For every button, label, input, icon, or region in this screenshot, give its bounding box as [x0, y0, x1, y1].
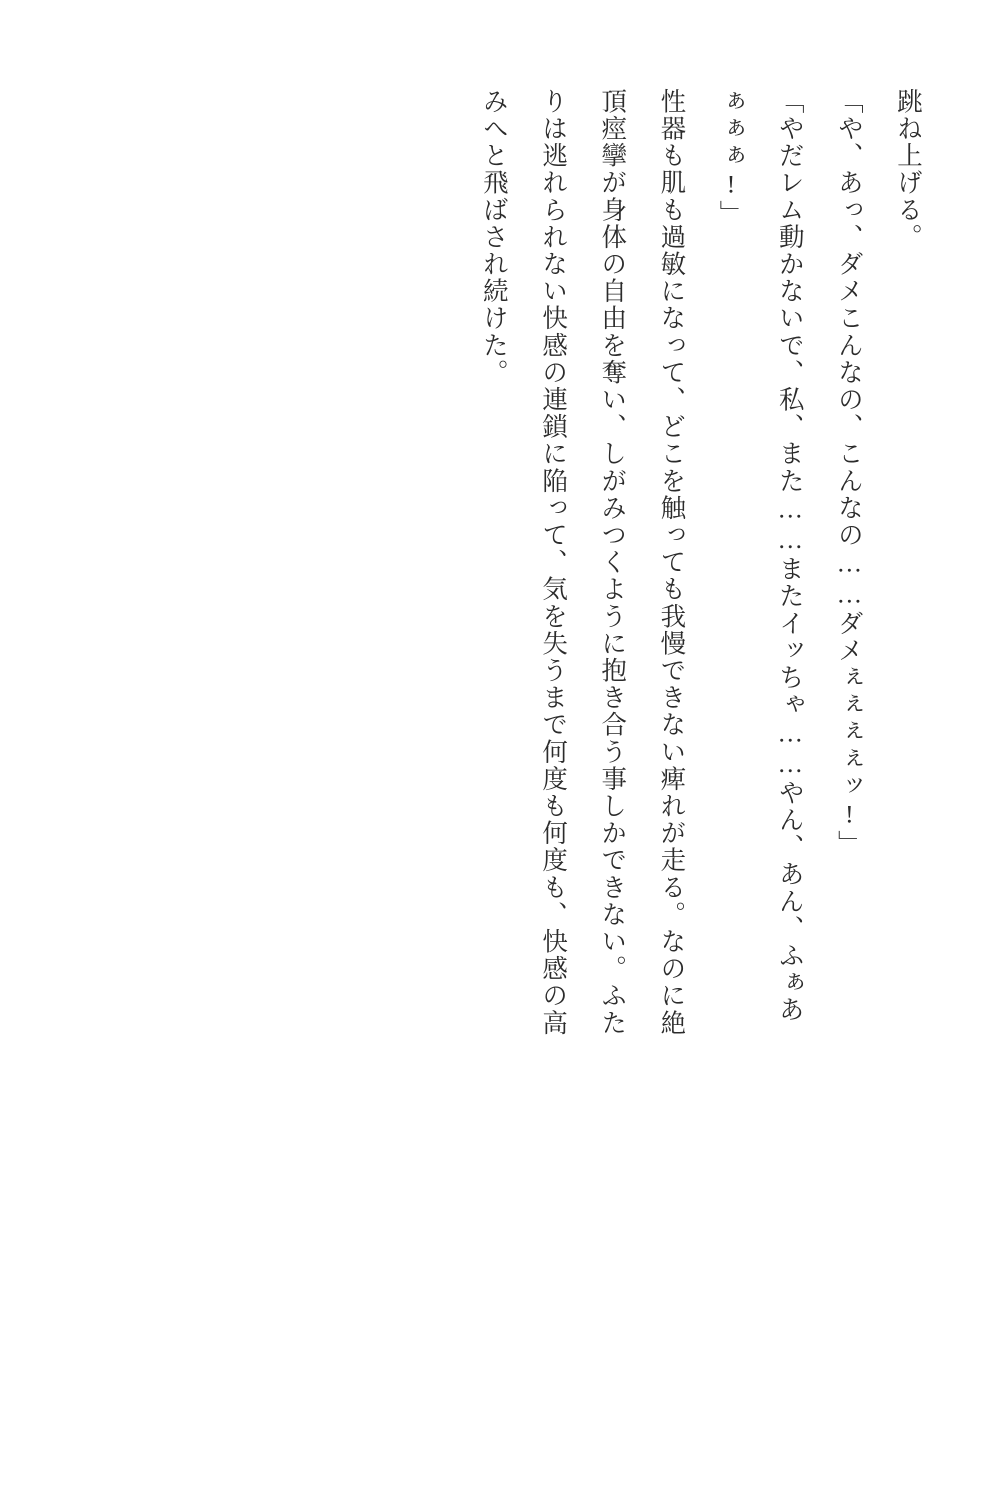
vertical-text-block	[465, 88, 938, 1048]
paragraph-1: 跳ね上げる。	[894, 88, 923, 251]
paragraph-2: 「や、あっ、ダメこんなの、こんなの……ダメぇぇぇぇッ!」	[834, 88, 864, 858]
paragraph-4: 性器も肌も過敏になって、どこを触っても我慢できない痺れが走る。なのに絶頂痙攣が身体の自由を奪い、しがみつくように抱き合う事しかできない。ふたりは逃れられない快感の連鎖に陥って、気を失うまで何度も何度も、快感の高みへと飛ばされ続けた。	[479, 88, 687, 1037]
paragraph-3: 「やだレム動かないで、私、また……またイッちゃ……やん、あん、ふぁあぁぁぁ!」	[716, 88, 805, 1024]
